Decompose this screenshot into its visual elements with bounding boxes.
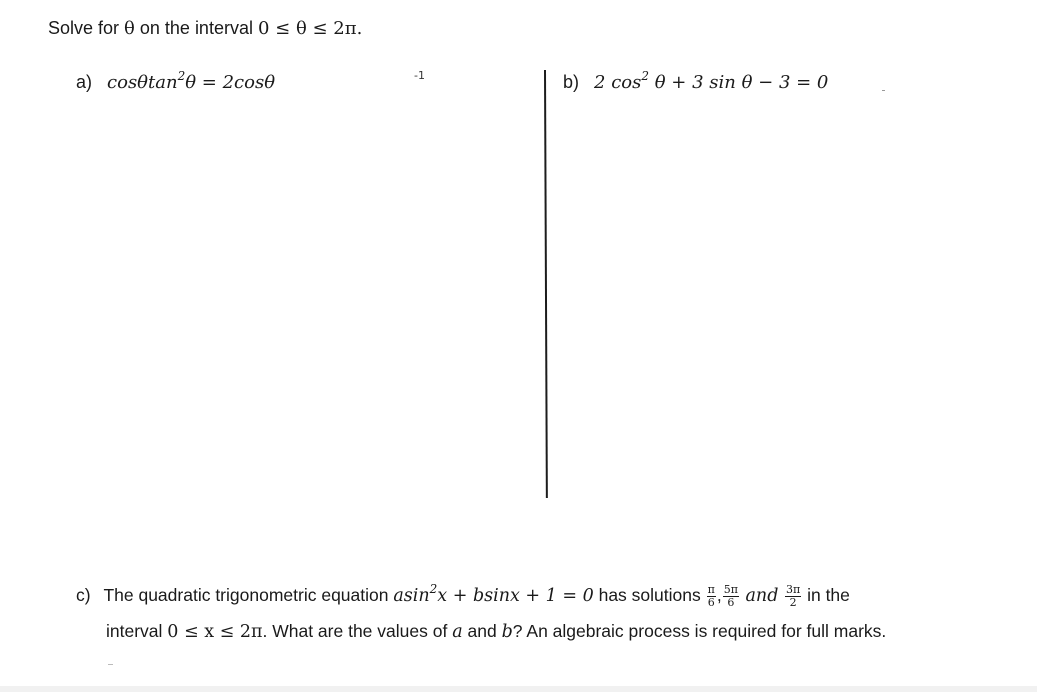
- part-c-equation: [393, 582, 594, 607]
- fraction-numerator: 3π: [785, 583, 801, 596]
- part-c-text2: has solutions: [593, 585, 706, 606]
- var-b: b: [501, 622, 513, 642]
- part-c-interval: 0 ≤ x ≤ 2π: [167, 622, 263, 642]
- part-b-equation: [594, 69, 829, 93]
- part-c-exponent: 2: [429, 582, 438, 597]
- fraction-denominator: 6: [707, 596, 715, 609]
- part-c-line2-d: ? An algebraic process is required for full marks.: [512, 621, 887, 641]
- and-word: and: [739, 586, 784, 607]
- part-c-question-line2: [106, 620, 886, 643]
- part-c-text1: The quadratic trigonometric equation: [103, 585, 394, 606]
- part-a-rhs: = 2cosθ: [196, 72, 276, 93]
- instruction-text-2: on the interval: [134, 18, 258, 38]
- part-c-text3: in the: [802, 585, 850, 606]
- interval-expression: 0 ≤ θ ≤ 2π.: [257, 18, 363, 39]
- comma: ,: [716, 585, 722, 606]
- part-c-line2-a: interval: [106, 621, 168, 641]
- part-c-eq-b: x + bsinx + 1 = 0: [437, 586, 594, 607]
- part-b-eq-start: 2 cos: [594, 72, 642, 93]
- part-b-label: b): [563, 72, 580, 92]
- part-b-question: [563, 71, 828, 94]
- fraction-numerator: 5π: [723, 583, 738, 596]
- bottom-scroll-strip: [0, 686, 1037, 692]
- part-c-label: c): [76, 585, 91, 606]
- part-a-equation: [107, 69, 276, 93]
- part-a-exponent: 2: [177, 69, 186, 83]
- part-a-lhs: cosθtan: [107, 72, 178, 93]
- fraction-3pi-over-2: [785, 584, 801, 609]
- fraction-denominator: 2: [789, 596, 797, 609]
- problem-instruction: [48, 17, 362, 40]
- var-a: a: [452, 622, 463, 642]
- part-c-eq-a: asin: [393, 586, 430, 607]
- stray-mark: -1: [414, 69, 425, 82]
- fraction-pi-over-6: [707, 584, 716, 609]
- part-b-eq-end: θ + 3 sin θ − 3 = 0: [649, 72, 829, 93]
- fraction-numerator: π: [707, 583, 715, 596]
- fraction-5pi-over-6: [723, 584, 739, 609]
- part-c-question-line1: [76, 584, 850, 609]
- part-a-question: [76, 71, 275, 94]
- faint-dash: [108, 664, 113, 665]
- part-c-line2-b: . What are the values of: [262, 621, 453, 641]
- column-divider: [544, 70, 548, 498]
- fraction-denominator: 6: [727, 596, 735, 609]
- part-a-lhs-tail: θ: [185, 72, 197, 93]
- part-c-line2-c: and: [462, 621, 502, 641]
- theta-symbol: θ: [124, 18, 135, 39]
- part-a-label: a): [76, 72, 93, 92]
- faint-dot: [882, 90, 885, 91]
- part-b-exponent: 2: [641, 69, 650, 83]
- instruction-text: Solve for: [48, 18, 125, 38]
